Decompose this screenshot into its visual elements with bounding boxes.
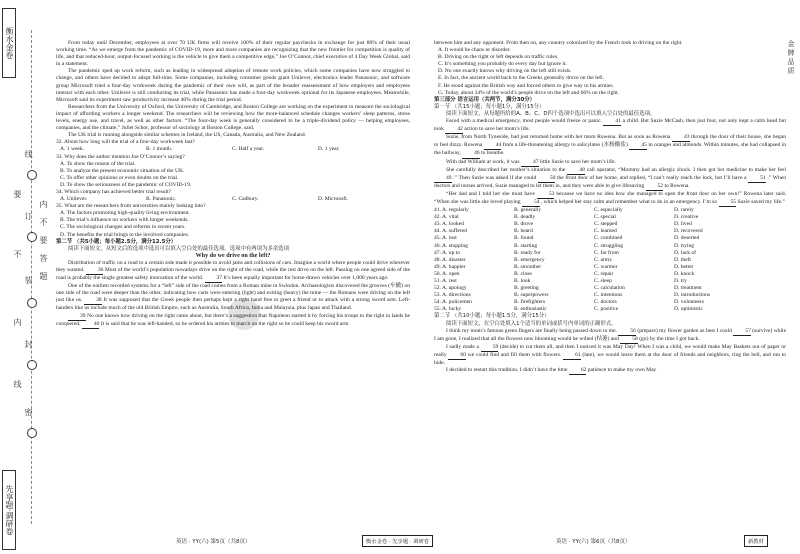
instruction-char: 不	[39, 218, 48, 227]
cloze-option: 44. A. suffered	[434, 228, 467, 235]
cloze-option: D. lack of	[674, 249, 697, 256]
binding-hole-icon	[27, 232, 37, 242]
answer-blank-48: 48	[567, 167, 585, 175]
binding-word: 内	[13, 318, 22, 327]
cloze-option: B. deadly	[514, 214, 536, 221]
passage-paragraph: From today until December, employees at over 70 UK firms will receive 100% of their regular paychecks in exchange for just 80% of their usual working time. “As we emerge from the pandemic of COVID-19, more and more companies are recognizing that the new frontier for competition is quality of life, and that reduced-hour, output-focused working is the vehicle to give them a competitive edge,” Joe O’Connor, chief executive of 4 Day Week Global, said in a statement.	[56, 40, 410, 68]
cloze-option: C. far from	[594, 249, 619, 256]
cloze-option: 45. A. lost	[434, 235, 457, 242]
binding-label: 装	[24, 276, 33, 285]
binding-hole-icon	[27, 298, 37, 308]
question-32-options	[56, 146, 410, 153]
cloze-option: B. smoother	[514, 263, 542, 270]
passage-paragraph: Faced with a medical emergency, most people would freeze or panic. 41 a child. But Suzie McCash, then just four, not only kept a calm head but took 42 action to save her mom’s life.	[434, 118, 786, 134]
cloze-option: B. heard	[514, 228, 533, 235]
answer-blank-61: 61	[563, 352, 581, 360]
binding-hole-icon	[27, 360, 37, 370]
cloze-option: 41. A. regularly	[434, 207, 469, 214]
cloze-option: C. special	[594, 214, 616, 221]
cloze-option: B. greeting	[514, 285, 539, 292]
footer-brand-box: 衡水金卷 · 先享题 · 调研卷	[362, 535, 433, 547]
option: A. To show the reason of the trial.	[60, 160, 136, 167]
option: B. To analyze the present economic situation of the UK.	[60, 167, 185, 174]
option: D. Microsoft.	[318, 196, 349, 203]
cloze-option: 48. A. disaster	[434, 256, 466, 263]
cloze-option: B. drove	[514, 221, 534, 228]
option: D. 1 year.	[318, 146, 340, 153]
question-33: 33. Why does the author mention Joe O’Connor’s saying?	[56, 153, 185, 160]
answer-blank-46: 46	[462, 150, 480, 158]
answer-blank-60: 60	[448, 352, 466, 360]
cloze-option: B. close	[514, 270, 532, 277]
cloze-option: D. introductions	[674, 292, 711, 299]
cloze-option: B. starting	[514, 242, 538, 249]
binding-label: 封	[24, 340, 33, 349]
cloze-option: B. ready for	[514, 249, 541, 256]
passage-paragraph: between him and any opponent. From then on, any country colonized by the French took to driving on the right.	[434, 40, 683, 46]
passage-paragraph: I think my mom’s famous green fingers are finally being passed down to me. 56 (prepare) my flower garden as best I could 57 (survive) while I am gone, I realized that all the flowers now blooming would be wilted (枯萎) and 58 (go) by the time I got back.	[434, 328, 786, 344]
cloze-option: C. especially	[594, 207, 623, 214]
cloze-option: D. creative	[674, 214, 699, 221]
passage-paragraph: “Her dad and I told her she must have 53 because we have no idea how she managed to open the front door on her own!” Rowena later said. “When she was little she loved playing 54 , which helped her stay calm and remember what to do in an emergency. I’m so 55 Suzie saved my life.”	[434, 191, 786, 207]
page-footer-left: 英语 · YY(六) 第5页（共8页）	[176, 539, 251, 545]
cloze-option: D. recovered	[674, 228, 703, 235]
answer-blank-56: 56	[618, 328, 636, 336]
cloze-option: B. firefighters	[514, 299, 546, 306]
option: A. The factors promoting high-quality living environment.	[60, 210, 190, 217]
binding-word: 要	[13, 190, 22, 199]
answer-blank-62: 62	[569, 367, 587, 375]
passage-paragraph: Suzie, from North Tyneside, had just returned home with her mom Rowena. But as soon as Rowena 43 through the door of their house, she began to feel dizzy. Rowena 44 from a life-threatening allergy to salicylates (水杨酸盐) 45 in oranges and almonds. Within minutes, she had collapsed in the hallway, 46 to breathe.	[434, 134, 786, 158]
option: C. To offer other opinions or even doubts on the trial.	[60, 174, 179, 181]
cloze-option: C. intentions	[594, 292, 623, 299]
cloze-option: D. optimistic	[674, 306, 703, 313]
answer-blank-41: 41	[603, 118, 621, 126]
cloze-option: 43. A. looked	[434, 221, 464, 228]
binding-hole-icon	[27, 170, 37, 180]
binding-strip	[0, 0, 48, 554]
answer-blank-43: 43	[672, 134, 690, 142]
binding-label: 订	[24, 212, 33, 221]
passage-paragraph: 39 No one knows how driving on the right came about, but there’s a suggestion that Napoleon started it by forcing his troops to the right in lands he conquered. 40 It is said that he was left-handed, so he ordered his armies to march on the right so he could keep his sword arm	[56, 313, 410, 329]
option: C. Cadbury.	[232, 196, 259, 203]
answer-blank-47: 47	[521, 159, 539, 167]
page-6-column	[434, 40, 786, 375]
section-heading: 第一节 （共15小题；每小题1分，满分15分）	[434, 103, 545, 110]
answer-blank-49: 49	[434, 175, 452, 183]
section-heading: 第二节 （共5小题；每小题2.5分，满分12.5分）	[56, 238, 177, 245]
cloze-option: D. theft	[674, 256, 691, 263]
option: D. The benefits the trial brings to the involved companies.	[60, 231, 190, 238]
cloze-option: D. trying	[674, 242, 695, 249]
option: B. The trial’s influence on workers with longer weekends.	[60, 217, 189, 224]
cloze-option: C. army	[594, 256, 612, 263]
answer-blank-39: 39	[68, 313, 86, 321]
cloze-option: 52. A. apology	[434, 285, 467, 292]
section-instructions: 阅读下面短文，在空白处填入1个适当的单词或括号内单词的正确形式。	[446, 320, 617, 327]
cloze-option: C. repair	[594, 270, 614, 277]
option: G. Today, about 34% of the world’s people drive on the left and 66% on the right.	[438, 89, 620, 96]
answer-blank-52: 52	[646, 183, 664, 191]
passage-paragraph: With dad William at work, it was 47 little Suzie to save her mom’s life.	[434, 159, 786, 167]
side-brand-label: 金牌品质	[787, 40, 795, 76]
brand-label-top: 衡水金卷	[2, 8, 16, 78]
binding-label: 密	[24, 408, 33, 417]
cloze-option: B. superpowers	[514, 292, 549, 299]
answer-blank-59: 59	[481, 344, 499, 352]
instruction-char: 要	[39, 236, 48, 245]
binding-word: 线	[13, 380, 22, 389]
passage-title: Why do we drive on the left?	[195, 252, 271, 259]
cloze-option: B. found	[514, 235, 534, 242]
cloze-option: D. treatment	[674, 285, 702, 292]
page-5-column	[56, 40, 410, 329]
cloze-option: 49. A. happier	[434, 263, 466, 270]
section-heading: 第二节 （共10小题；每小题1.5分，满分15分）	[434, 313, 550, 320]
passage-paragraph: She carefully described her mother’s situation to the 48 call operator, “Mommy had an allergic shock. I then got her medicine to make her feel 49 .” Then Suzie was asked if she could 50 the front door of her home, and replied, “I can’t really reach the lock, but I’ll have a 51 .” When doctors and nurses arrived, Suzie managed to let them in, and they were able to give lifesaving 52 to Rowena.	[434, 167, 786, 191]
cloze-option: 55. A. lucky	[434, 306, 462, 313]
cloze-option: C. warmer	[594, 263, 618, 270]
instruction-char: 答	[39, 254, 48, 263]
option: A. Unilever.	[60, 196, 88, 203]
answer-blank-42: 42	[445, 126, 463, 134]
answer-blank-38: 38	[84, 297, 102, 305]
cloze-option: 54. A. policemen	[434, 299, 472, 306]
cloze-option: C. doctors	[594, 299, 617, 306]
cloze-options-grid	[434, 207, 786, 313]
footer-edition-box: 新教材	[744, 535, 768, 547]
cloze-option: C. sleep	[594, 278, 612, 284]
option: F. He stood against the British way and forced others to give way to his armies.	[438, 82, 614, 89]
cloze-option: D. better	[674, 263, 694, 270]
cloze-option: D. lived	[674, 221, 692, 228]
answer-blank-53: 53	[537, 191, 555, 199]
option: B. Driving on the right or left depends on traffic rules.	[438, 54, 559, 61]
page-footer-right: 英语 · YY(六) 第6页（共8页）	[556, 539, 631, 545]
cloze-option: B. enthusiastic	[514, 306, 547, 313]
instruction-char: 内	[39, 200, 48, 209]
passage-paragraph: Researchers from the University of Oxford, the University of Cambridge, and Boston College are working on the experiment to measure the sociological impact of affording workers a longer weekend. The researchers will be reviewing how the more-balanced schedule changes workers’ sleep patterns, stress levels, energy use, and travel, as well as other factors. “The four-day week is generally considered to be a triple-dividend policy — helping employees, companies, and the climate,” Juliet Schor, professor of sociology at Boston College, said.	[56, 103, 410, 132]
passage-paragraph: I decided to restart this tradition. I didn’t have the time 62 patience to make my own May	[434, 367, 786, 375]
cloze-option: C. calculation	[594, 285, 625, 292]
passage-paragraph: The UK trial is running alongside similar schemes in Ireland, the US, Canada, Australia, and New Zealand.	[68, 132, 306, 139]
question-34: 34. Which company has achieved better trial result?	[56, 188, 172, 195]
answer-blank-37: 37	[205, 275, 223, 283]
cloze-option: 53. A. directions	[434, 292, 471, 299]
answer-blank-36: 36	[86, 267, 104, 275]
cloze-option: D. volunteers	[674, 299, 704, 306]
passage-paragraph: Distribution of traffic on a road to a certain side made it possible to avoid jams and collisions of cars. Imagine a world where people could drive wherever they wanted. 36 Most of the world’s population nowadays drive on the right of the road, while the rest drive on the left. Passing on one agreed side of the road is probably the single greatest safety innovation of the world. 37 It’s been equally important for horse-drawn vehicles over 1,000 years ago.	[56, 260, 410, 283]
binding-hole-icon	[27, 428, 37, 438]
option: B. Panasonic.	[146, 196, 177, 203]
answer-blank-40: 40	[82, 321, 100, 329]
answer-blank-55: 55	[719, 199, 737, 207]
cloze-option: C. positive	[594, 306, 619, 313]
answer-blank-51: 51	[748, 175, 766, 183]
option: B. 1 month.	[146, 146, 173, 153]
cloze-option: 50. A. open	[434, 270, 460, 277]
cloze-option: B. look	[514, 278, 531, 284]
answer-blank-44: 44	[484, 142, 502, 150]
cloze-option: 46. A. stopping	[434, 242, 468, 249]
answer-blank-45: 45	[629, 142, 647, 150]
passage-paragraph: The pandemic sped up work reform, such as leading in widespread adoption of remote work policies, which some companies have now struggled to change, and others have decided to adopt full-time. Some companies, including consumer goods giant Unilever, electronics leader Panasonic, and software group Microsoft tried a four-day workweek during the pandemic of their own will, as part of the broader reassessment of how employers and employees interact with each other. Unilever is still conducting its trial, while Panasonic has made a four-day workweek optional for its Japanese employees. Meanwhile, Microsoft said its experiment saw productivity increase 40% during the trial period.	[56, 68, 410, 103]
section-instructions: 阅读下面短文，从短文后的选项中选出可以填入空白处的最佳选项。选项中有两项为多余选项	[68, 245, 290, 252]
option: D. To show the seriousness of the pandemic of COVID-19.	[60, 181, 192, 188]
cloze-option: 47. A. up to	[434, 249, 461, 256]
cloze-option: 42. A. vital	[434, 214, 459, 221]
option: C. The sociological changes and reforms in recent years.	[60, 224, 186, 231]
question-32: 32. About how long will the trial of a four-day workweek last?	[56, 139, 195, 146]
option: C. Half a year.	[232, 146, 265, 153]
passage-paragraph: One of the earliest recorded systems for a “left” side of the road comes from a Roman mine in Swindon. Archaeologists discovered the grooves (车辙) on one side of the road were deeper than the other, indicating how carts were entering (light) and exiting (heavy) the mine — the Romans were driving on the left just like us. 38 It was supposed that the Greek people then perhaps kept a right hand free to greet a friend or to attack with a strong sword arm. Left-handers like us include much of the old British Empire, such as Australia, South Africa, India and Malaysia, plus Japan and Thailand.	[56, 283, 411, 312]
cloze-option: D. deserted	[674, 235, 700, 242]
option: D. No one exactly knows why driving on the left still exists.	[438, 68, 572, 75]
cloze-option: C. learned	[594, 228, 617, 235]
question-35: 35. What are the researchers from universities mainly looking into?	[56, 203, 206, 210]
section-instructions: 阅读下面短文，从每题所给的A、B、C、D四个选项中选出可以填入空白处的最佳选项。	[446, 110, 656, 117]
cloze-option: D. try	[674, 278, 687, 284]
option: C. It’s something you probably do every day but ignore it.	[438, 61, 567, 68]
passage-paragraph: I sadly made a 59 (decide) to cut them all, and then I noticed it was May Day! When I was a child, we would make May Baskets out of paper or really 60 we could find and fill them with flowers. 61 (late), we would leave them at the door of friends and neighbors, ring the bell, and run to hide.	[434, 343, 787, 367]
cloze-option: B. generally	[514, 207, 542, 214]
answer-blank-58: 58	[620, 336, 638, 344]
cloze-option: C. combined	[594, 235, 623, 242]
cloze-option: C. struggling	[594, 242, 623, 249]
binding-label: 线	[24, 150, 33, 159]
option: A. It would be chaos or disorder.	[438, 47, 511, 54]
brand-label-bottom: 先享题·调研卷	[2, 470, 16, 550]
answer-blank-50: 50	[538, 175, 556, 183]
option: A. 1 week.	[60, 146, 85, 153]
part-heading: 第三部分 语言运用（共两节，满分30分）	[434, 96, 536, 103]
answer-blank-54: 54	[522, 199, 540, 207]
option: E. In fact, the ancient world back to the Greeks generally drove on the left.	[438, 75, 604, 82]
binding-word: 不	[13, 250, 22, 259]
cloze-option: 51. A. rest	[434, 278, 457, 284]
cloze-option: C. stepped	[594, 221, 618, 228]
cloze-option: D. knock	[674, 270, 695, 277]
instruction-char: 题	[39, 272, 48, 281]
cloze-option: D. rarely	[674, 207, 694, 214]
cloze-option: B. emergency	[514, 256, 545, 263]
answer-blank-57: 57	[733, 328, 751, 336]
